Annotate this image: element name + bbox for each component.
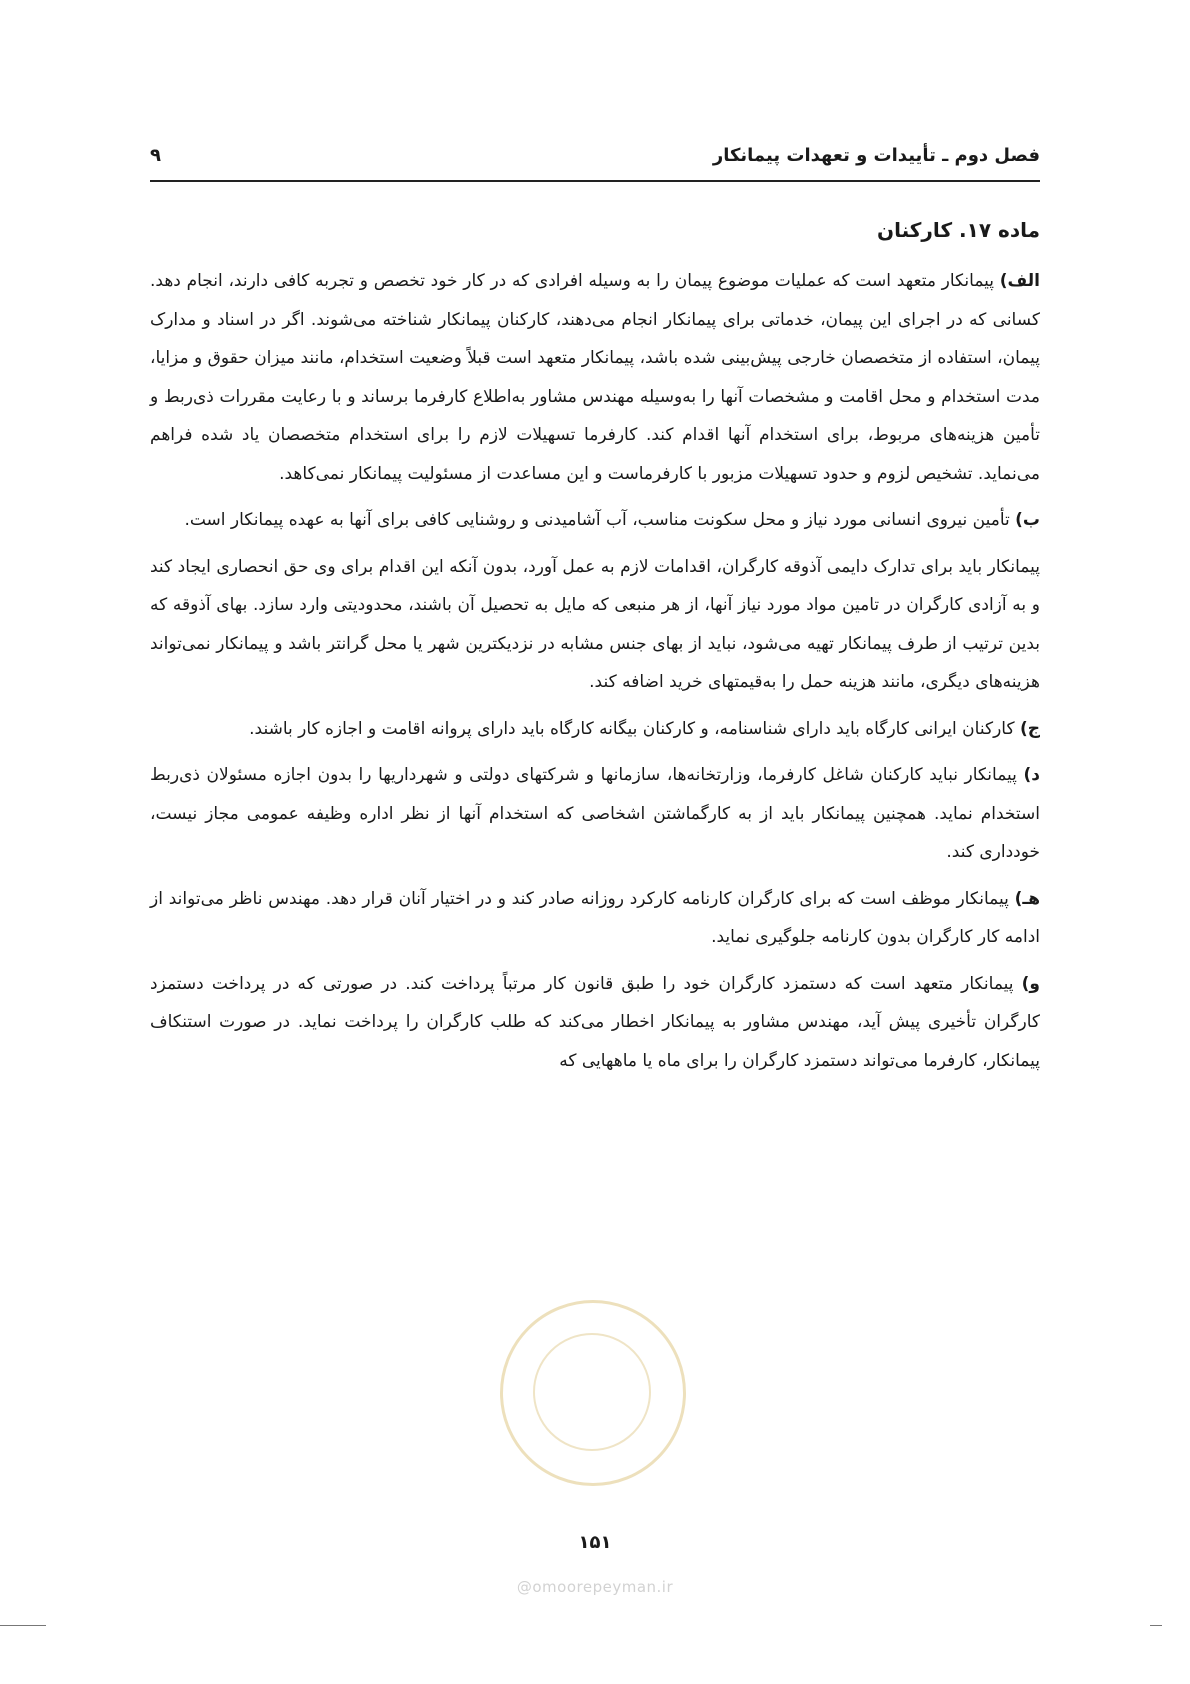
clause-text: پیمانکار موظف است که برای کارگران کارنامه کارکرد روزانه صادر کند و در اختیار آنان قرار دهد. مهندس ناظر می‌تواند از ادامه کار کارگران بدون کارنامه جلوگیری نماید. <box>150 888 1040 947</box>
clause-text: پیمانکار متعهد است که دستمزد کارگران خود را طبق قانون کار مرتباً پرداخت کند. در صورتی که در پرداخت دستمزد کارگران تأخیری پیش آید، مهندس مشاور به پیمانکار اخطار می‌کند که طلب کارگران را پرداخت نماید. در صورت استنکاف پیمانکار، کارفرما می‌تواند دستمزد کارگران را برای ماه یا ماههایی که <box>150 973 1040 1071</box>
running-header <box>150 145 1040 175</box>
watermark-seal-inner <box>533 1333 651 1451</box>
header-divider <box>150 180 1040 182</box>
paragraph-supplies <box>150 548 1040 702</box>
paragraph-alef <box>150 262 1040 493</box>
paragraph-dal <box>150 756 1040 872</box>
clause-text: پیمانکار متعهد است که عملیات موضوع پیمان را به وسیله افرادی که در کار خود تخصص و تجربه کافی دارند، انجام دهد. کسانی که در اجرای این پیمان، خدماتی برای پیمانکار انجام می‌دهند، کارکنان پیمانکار شناخته می‌شوند. اگر در اسناد و مدارک پیمان، استفاده از متخصصان خارجی پیش‌بینی شده باشد، پیمانکار متعهد است قبلاً وضعیت استخدام، مانند میزان حقوق و مزایا، مدت استخدام و محل اقامت و مشخصات آنها را به‌وسیله مهندس مشاور به‌اطلاع کارفرما برساند و با رعایت مقررات ذی‌ربط و تأمین هزینه‌های مربوط، برای استخدام آنها اقدام کند. کارفرما تسهیلات لازم را برای استخدام متخصصان یاد شده فراهم می‌نماید. تشخیص لزوم و حدود تسهیلات مزبور با کارفرماست و این مساعدت از مسئولیت پیمانکار نمی‌کاهد. <box>150 271 1040 484</box>
watermark-seal <box>500 1300 686 1486</box>
clause-text: کارکنان ایرانی کارگاه باید دارای شناسنامه، و کارکنان بیگانه کارگاه باید دارای پروانه اقامت و اجازه کار باشند. <box>249 718 1020 739</box>
paragraph-jim <box>150 710 1040 749</box>
paragraph-vav <box>150 965 1040 1081</box>
scan-edge-mark-left <box>0 1625 46 1626</box>
article-body <box>150 262 1040 1088</box>
watermark-url: @omoorepeyman.ir <box>516 1578 674 1596</box>
paragraph-be <box>150 501 1040 540</box>
clause-text: تأمین نیروی انسانی مورد نیاز و محل سکونت مناسب، آب آشامیدنی و روشنایی کافی برای آنها به عهده پیمانکار است. <box>184 510 1016 530</box>
clause-label: و) <box>1021 973 1040 994</box>
clause-label: د) <box>1023 765 1040 785</box>
clause-label: هـ) <box>1014 888 1040 909</box>
clause-text: پیمانکار نباید کارکنان شاغل کارفرما، وزارتخانه‌ها، سازمانها و شرکتهای دولتی و شهرداریها را بدون اجازه مسئولان ذی‌ربط استخدام نماید. همچنین پیمانکار باید از به کارگماشتن اشخاصی که استخدام آنها از نظر اداره وظیفه عمومی مجاز نیست، خودداری کند. <box>150 765 1040 862</box>
clause-label: الف) <box>999 271 1040 291</box>
paragraph-he <box>150 880 1040 957</box>
chapter-page-number: ۹ <box>150 145 161 166</box>
footer-page-number: ۱۵۱ <box>578 1532 612 1553</box>
chapter-title: فصل دوم ـ تأییدات و تعهدات پیمانکار <box>712 145 1040 166</box>
article-heading: ماده ۱۷. کارکنان <box>877 218 1040 242</box>
scan-edge-mark-right <box>1150 1625 1162 1626</box>
clause-label: ب) <box>1015 510 1040 530</box>
clause-text: پیمانکار باید برای تدارک دایمی آذوقه کارگران، اقدامات لازم به عمل آورد، بدون آنکه این اقدام برای وی حق انحصاری ایجاد کند و به آزادی کارگران در تامین مواد مورد نیاز آنها، از هر منبعی که مایل به تحصیل آن باشند، محدودیتی وارد سازد. بهای آذوقه که بدین ترتیب از طرف پیمانکار تهیه می‌شود، نباید از بهای جنس مشابه در نزدیکترین شهر یا محل گرانتر باشد و پیمانکار نمی‌تواند هزینه‌های دیگری، مانند هزینه حمل را به‌قیمتهای خرید اضافه کند. <box>150 556 1040 692</box>
clause-label: ج) <box>1019 718 1040 739</box>
